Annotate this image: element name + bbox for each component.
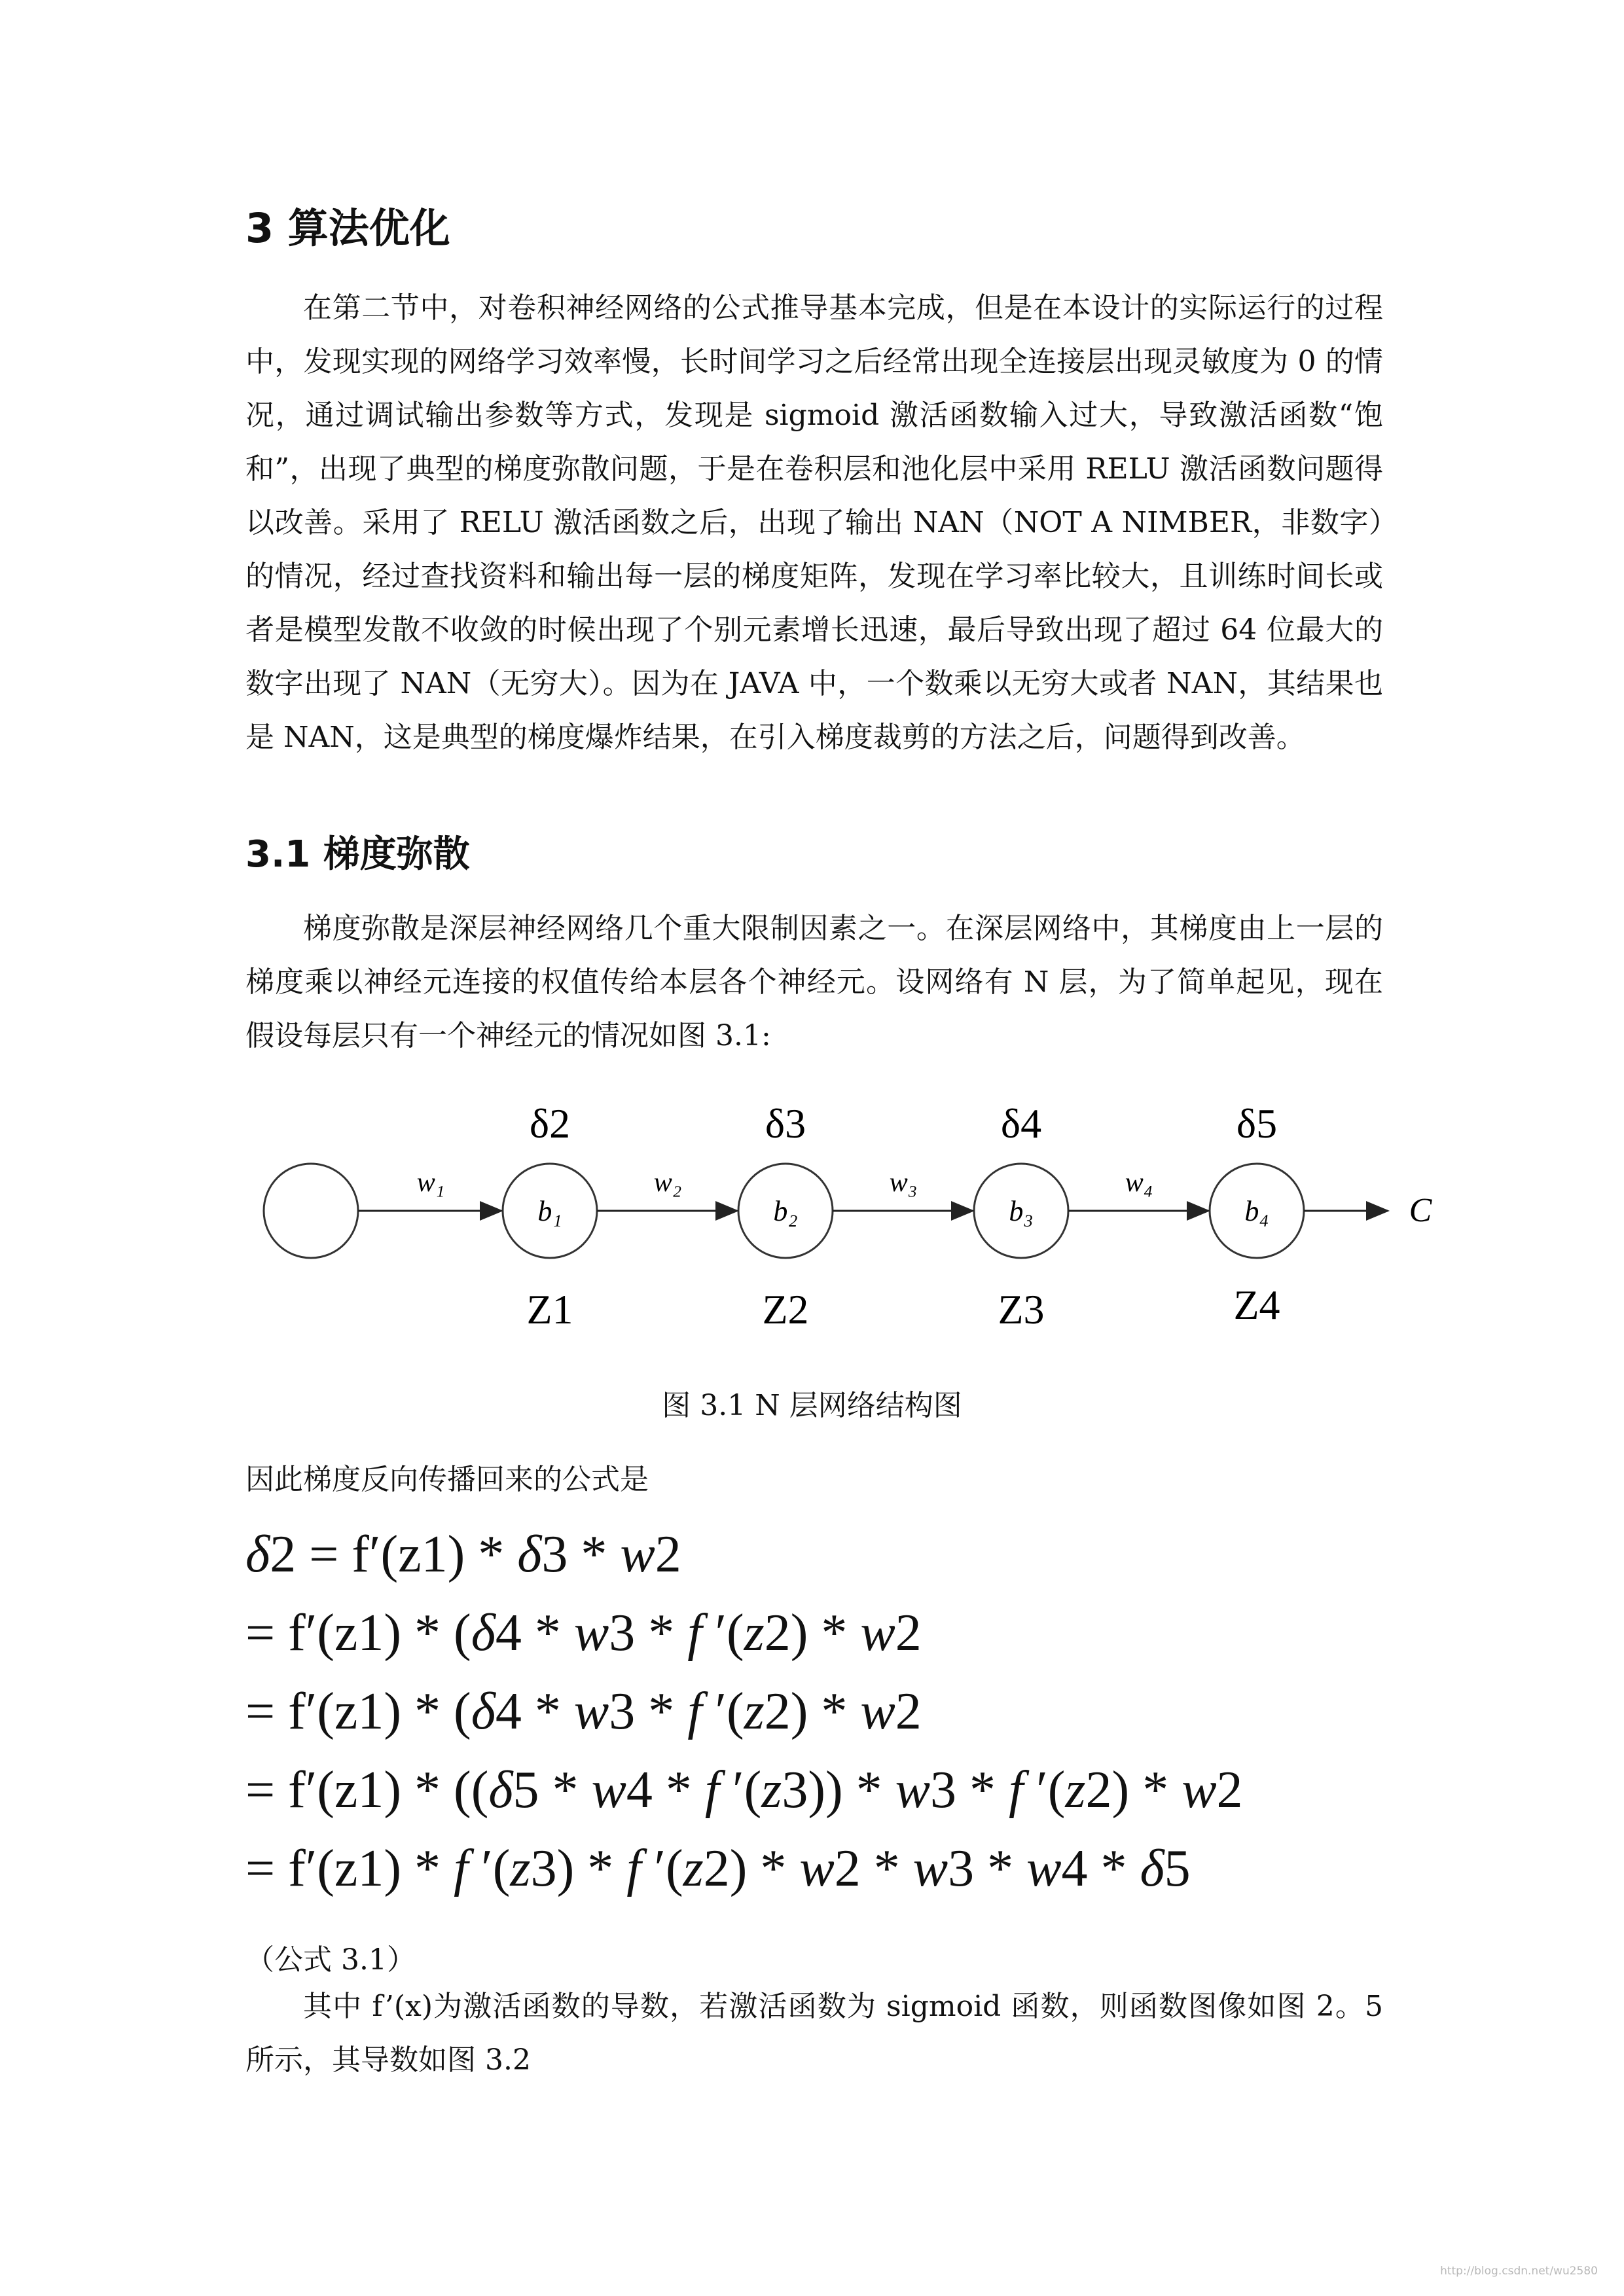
closing-paragraph: 其中 f’(x)为激活函数的导数，若激活函数为 sigmoid 函数，则函数图像如图 2。5 所示，其导数如图 3.2 (245, 1990, 1383, 2077)
subsection-title: 3.1 梯度弥散 (245, 833, 470, 876)
formula-line-2: = f′(z1) * (δ4 * w3 * f ′(z2) * w2 (245, 1604, 922, 1662)
node-z-label: Z3 (998, 1286, 1045, 1333)
node-delta-label: δ3 (765, 1100, 806, 1147)
network-structure-diagram (249, 1100, 1453, 1348)
formula-intro: 因此梯度反向传播回来的公式是 (245, 1463, 649, 1496)
edge-weight-label: w₂ (653, 1168, 682, 1198)
node-bias-label: b₂ (773, 1195, 798, 1227)
formula-line-1: δ2 = f′(z1) * δ3 * w2 (245, 1526, 681, 1583)
input-node-circle (264, 1164, 358, 1258)
edge-weight-label: w₁ (416, 1168, 445, 1198)
node-z-label: Z1 (526, 1286, 573, 1333)
node-z-label: Z4 (1233, 1282, 1280, 1328)
edge-weight-label: w₃ (889, 1168, 918, 1198)
node-delta-label: δ2 (529, 1100, 571, 1147)
formula-line-5: = f′(z1) * f ′(z3) * f ′(z2) * w2 * w3 * w4 * δ5 (245, 1840, 1191, 1897)
section-title: 3 算法优化 (245, 204, 450, 252)
node-z-label: Z2 (762, 1286, 809, 1333)
node-bias-label: b₁ (537, 1195, 562, 1227)
formula-label: （公式 3.1） (245, 1943, 416, 1977)
node-4 (1210, 1100, 1304, 1328)
node-2 (738, 1100, 833, 1333)
node-bias-label: b₄ (1244, 1195, 1269, 1227)
section-paragraph: 在第二节中，对卷积神经网络的公式推导基本完成，但是在本设计的实际运行的过程中，发现实现的网络学习效率慢，长时间学习之后经常出现全连接层出现灵敏度为 0 的情况，通过调试输出参数等方式，发现是 sigmoid 激活函数输入过大，导致激活函数“饱和”，出现了典型的梯度弥散问题，于是在卷积层和池化层中采用 RELU 激活函数问题得以改善。采用了 RELU 激活函数之后，出现了输出 NAN（NOT A NIMBER，非数字）的情况，经过查找资料和输出每一层的梯度矩阵，发现在学习率比较大，且训练时间长或者是模型发散不收敛的时候出现了个别元素增长迅速，最后导致出现了超过 64 位最大的数字出现了 NAN（无穷大）。因为在 JAVA 中，一个数乘以无穷大或者 NAN，其结果也是 NAN，这是典型的梯度爆炸结果，在引入梯度裁剪的方法之后，问题得到改善。 (245, 291, 1383, 754)
edge-weight-label: w₄ (1125, 1168, 1153, 1198)
subsection-paragraph: 梯度弥散是深层神经网络几个重大限制因素之一。在深层网络中，其梯度由上一层的梯度乘以神经元连接的权值传给本层各个神经元。设网络有 N 层，为了简单起见，现在假设每层只有一个神经元的情况如图 3.1: (245, 912, 1383, 1052)
formula-line-3: = f′(z1) * (δ4 * w3 * f ′(z2) * w2 (245, 1683, 922, 1740)
node-delta-label: δ4 (1000, 1100, 1042, 1147)
node-1 (503, 1100, 597, 1333)
node-bias-label: b₃ (1009, 1195, 1034, 1227)
figure-caption: 图 3.1 N 层网络结构图 (662, 1389, 962, 1422)
watermark: http://blog.csdn.net/wu2580 (1440, 2265, 1598, 2278)
formula-line-4: = f′(z1) * ((δ5 * w4 * f ′(z3)) * w3 * f ′(z2) * w2 (245, 1761, 1243, 1819)
node-3 (974, 1100, 1068, 1333)
node-delta-label: δ5 (1236, 1100, 1278, 1147)
output-label: C (1409, 1192, 1432, 1229)
node-0 (264, 1164, 358, 1258)
